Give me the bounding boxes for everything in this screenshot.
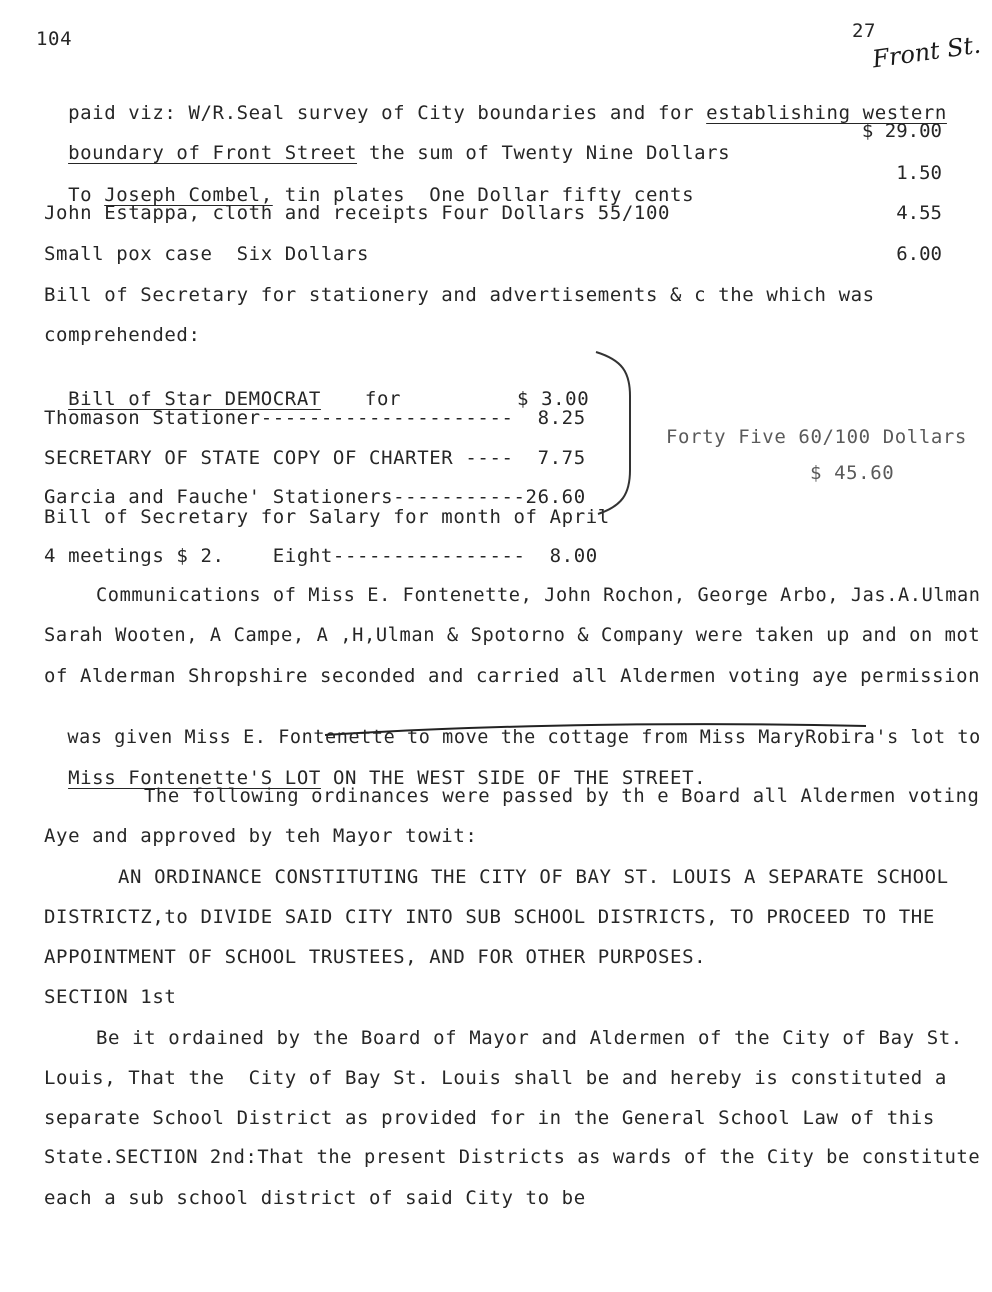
total-words: Forty Five 60/100 Dollars	[666, 426, 967, 448]
page-number: 104	[36, 28, 73, 50]
item-thomason: Thomason Stationer--------------------- 8.25	[44, 407, 586, 429]
communications-line-1: Communications of Miss E. Fontenette, John Rochon, George Arbo, Jas.A.Ulman	[96, 585, 981, 606]
ordinances-line-2: Aye and approved by teh Mayor towit:	[44, 825, 478, 847]
item-meetings: 4 meetings $ 2. Eight---------------- 8.00	[44, 545, 598, 567]
item-star-democrat-for: for	[364, 388, 402, 410]
communications-line-5	[44, 745, 706, 789]
total-amount: $ 45.60	[810, 462, 895, 484]
item-charter-copy: SECRETARY OF STATE COPY OF CHARTER ---- 7.75	[44, 447, 586, 469]
ordinance-body-4: State.SECTION 2nd:That the present Districts as wards of the City be constitute	[44, 1147, 981, 1168]
ordinance-body-1: Be it ordained by the Board of Mayor and Aldermen of the City of Bay St.	[96, 1027, 963, 1049]
item-star-democrat-label: Bill of Star DEMOCRAT	[68, 388, 321, 410]
expense-line-5: Small pox case Six Dollars	[44, 243, 370, 265]
expense-amount-3: 4.55	[896, 202, 942, 224]
expense-amount-1: $ 29.00	[861, 120, 942, 142]
expense-line-4: John Estappa, cloth and receipts Four Dollars 55/100	[44, 202, 671, 224]
item-secretary-salary: Bill of Secretary for Salary for month of April	[44, 506, 610, 528]
communications-line-5-text: ON THE WEST SIDE OF THE STREET.	[320, 767, 707, 789]
expense-line-1-underlined: establishing western	[706, 102, 947, 124]
communications-line-4	[44, 705, 981, 749]
ordinance-body-5: each a sub school district of said City to be	[44, 1187, 586, 1209]
ordinance-title-2: DISTRICTZ,to DIVIDE SAID CITY INTO SUB SCHOOL DISTRICTS, TO PROCEED TO THE	[44, 906, 935, 928]
item-garcia-fauche: Garcia and Fauche' Stationers-----------26.60	[44, 486, 586, 508]
expense-line-7: comprehended:	[44, 324, 201, 346]
item-star-democrat-amount: $ 3.00	[517, 388, 590, 410]
expense-line-3-prefix: To	[68, 184, 105, 206]
ordinance-body-2: Louis, That the City of Bay St. Louis shall be and hereby is constituted a	[44, 1067, 947, 1089]
communications-line-4-underlined: to move the cottage from Miss MaryRobira's lot to	[407, 727, 981, 748]
ordinances-line-1: The following ordinances were passed by th e Board all Aldermen voting	[144, 786, 980, 807]
ordinance-title-3: APPOINTMENT OF SCHOOL TRUSTEES, AND FOR OTHER PURPOSES.	[44, 946, 707, 968]
section-heading: SECTION 1st	[44, 986, 177, 1008]
folio-number: 27	[852, 20, 877, 42]
expense-line-2-text: the sum of Twenty Nine Dollars	[357, 142, 731, 164]
expense-line-1-text: paid viz: W/R.Seal survey of City boundaries and for	[68, 102, 707, 124]
communications-line-5-underlined: Miss Fontenette'S LOT	[68, 767, 321, 789]
expense-amount-4: 6.00	[896, 243, 942, 265]
ordinance-body-3: separate School District as provided for in the General School Law of this	[44, 1107, 935, 1129]
expense-amount-2: 1.50	[896, 162, 942, 184]
communications-line-4-text: was given Miss E. Fontenette	[67, 727, 408, 748]
expense-line-3-text: tin plates One Dollar fifty cents	[272, 184, 695, 206]
communications-line-2: Sarah Wooten, A Campe, A ,H,Ulman & Spotorno & Company were taken up and on mot	[44, 625, 981, 646]
handwritten-note: Front St.	[870, 30, 983, 74]
communications-line-3: of Alderman Shropshire seconded and carried all Aldermen voting aye permission	[44, 665, 981, 687]
expense-line-3-underlined: Joseph Combel,	[104, 184, 273, 206]
ordinance-title-1: AN ORDINANCE CONSTITUTING THE CITY OF BAY ST. LOUIS A SEPARATE SCHOOL	[118, 866, 949, 888]
expense-line-2-underlined: boundary of Front Street	[68, 142, 358, 164]
expense-line-6: Bill of Secretary for stationery and advertisements & c the which was	[44, 284, 875, 306]
